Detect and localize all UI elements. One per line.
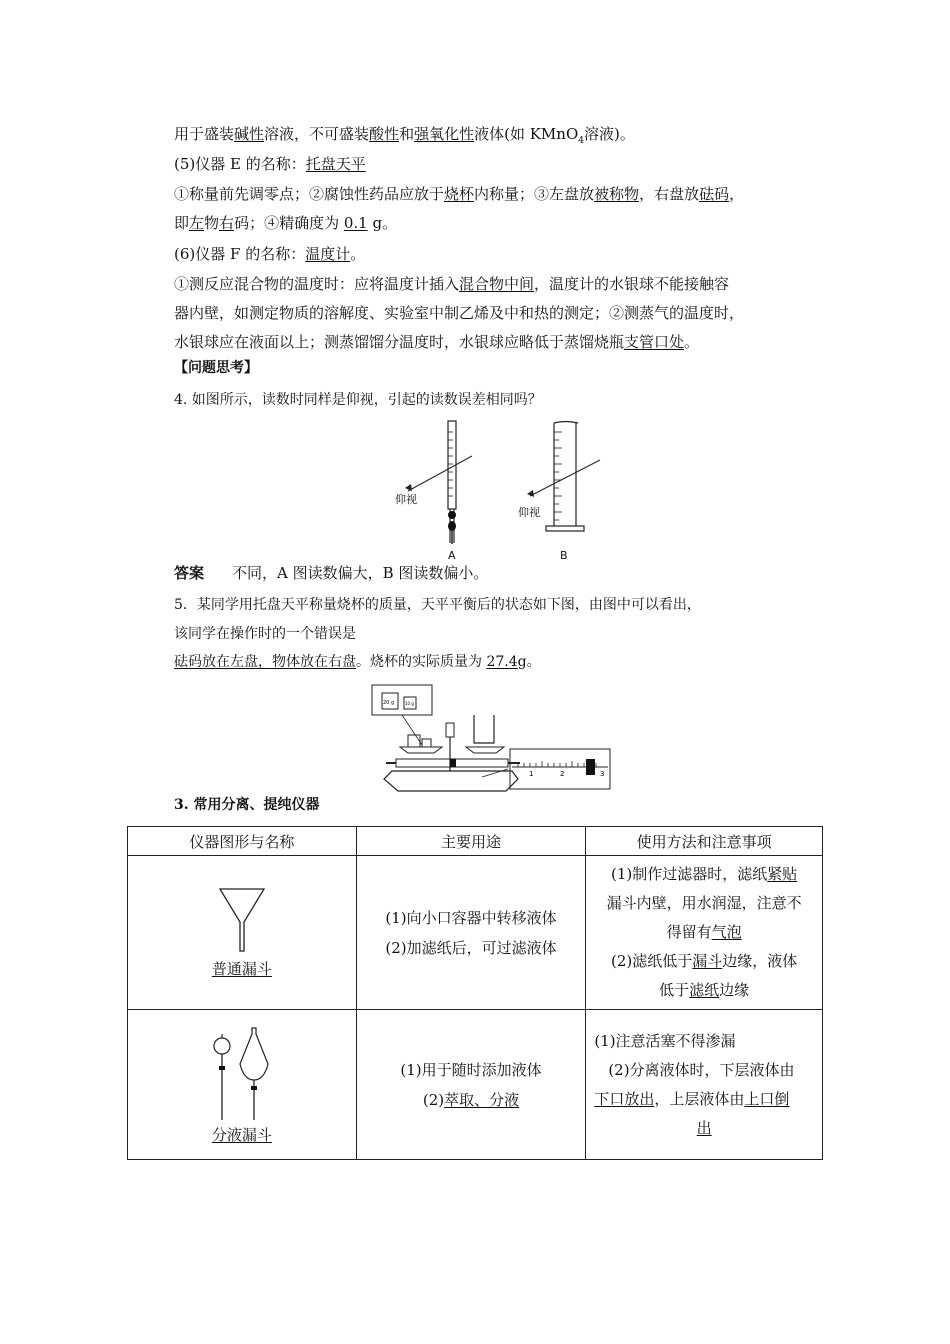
funnel-cell: [128, 856, 357, 1010]
sep-funnel-use: (1)用于随时添加液体 (2)萃取、分液: [356, 1010, 586, 1160]
balance-figure: [362, 683, 622, 795]
para-alkali: 用于盛装碱性溶液，不可盛装酸性和强氧化性液体(如 KMnO$_4$溶液)。: [174, 125, 635, 146]
svg-text:3: 3: [600, 770, 605, 778]
funnel-icon: [217, 886, 267, 954]
instrument-table: [127, 826, 823, 1160]
svg-text:1: 1: [529, 770, 534, 778]
q5-line3: 砝码放在左盘，物体放在右盘。烧杯的实际质量为 27.4g。: [174, 654, 541, 670]
label-b: B: [560, 549, 568, 562]
item6-line2: 器内壁，如测定物质的溶解度、实验室中制乙烯及中和热的测定；②测蒸气的温度时，: [174, 304, 745, 322]
reading-figure: [390, 418, 650, 568]
item5-line2: 即左物右码；④精确度为 0.1 g。: [174, 214, 398, 232]
item6-line3: 水银球应在液面以上；测蒸馏馏分温度时，水银球应略低于蒸馏烧瓶支管口处。: [174, 333, 700, 351]
sep-funnel-name: 分液漏斗: [211, 1126, 272, 1144]
table-row: [128, 856, 823, 1010]
item6-line1: ①测反应混合物的温度时：应将温度计插入混合物中间，温度计的水银球不能接触容: [174, 275, 730, 293]
item5-line1: ①称量前先调零点；②腐蚀性药品应放于烧杯内称量；③左盘放被称物，右盘放砝码，: [174, 185, 745, 203]
label-a: A: [448, 549, 456, 562]
svg-text:10 g: 10 g: [405, 701, 414, 706]
svg-text:20 g: 20 g: [383, 700, 395, 706]
sep-funnel-cell: [128, 1010, 357, 1160]
svg-text:2: 2: [560, 770, 565, 778]
table-row: [128, 1010, 823, 1160]
q5-line1: 5．某同学用托盘天平称量烧杯的质量，天平平衡后的状态如下图，由图中可以看出，: [174, 597, 701, 613]
sight-line-b: [530, 460, 600, 496]
col-header-name: 仪器图形与名称: [128, 827, 357, 856]
beaker: [474, 715, 494, 743]
item5-title: (5)仪器 E 的名称：托盘天平: [174, 155, 366, 173]
eye-icon-a: [405, 484, 412, 491]
funnel-notes: (1)制作过滤器时，滤纸紧贴 漏斗内壁，用水润湿，注意不 得留有气泡 (2)滤纸低于漏斗边缘，液体 低于滤纸边缘: [586, 856, 823, 1010]
funnel-use: (1)向小口容器中转移液体 (2)加滤纸后，可过滤液体: [356, 856, 586, 1010]
label-view-a: 仰视: [395, 493, 417, 506]
separatory-funnel-icon: [202, 1024, 282, 1124]
funnel-name: 普通漏斗: [211, 960, 272, 978]
question-4: 4. 如图所示，读数时同样是仰视，引起的读数误差相同吗？: [174, 392, 542, 408]
label-view-b: 仰视: [518, 506, 540, 519]
sight-line-a: [408, 456, 472, 491]
rider: [586, 759, 595, 775]
table-header-row: [128, 827, 823, 856]
col-header-use: 主要用途: [356, 827, 586, 856]
answer-4: 答案 不同，A 图读数偏大，B 图读数偏小。: [174, 564, 489, 582]
item6-title: (6)仪器 F 的名称：温度计。: [174, 245, 366, 263]
section-3: 3. 常用分离、提纯仪器: [174, 797, 320, 813]
sep-funnel-notes: (1)注意活塞不得渗漏 (2)分离液体时，下层液体由 下口放出，上层液体由上口倒 出: [586, 1010, 823, 1160]
q5-line2: 该同学在操作时的一个错误是: [174, 626, 356, 642]
col-header-notes: 使用方法和注意事项: [586, 827, 823, 856]
cylinder-b: [554, 422, 578, 527]
section-think: 【问题思考】: [174, 360, 258, 376]
